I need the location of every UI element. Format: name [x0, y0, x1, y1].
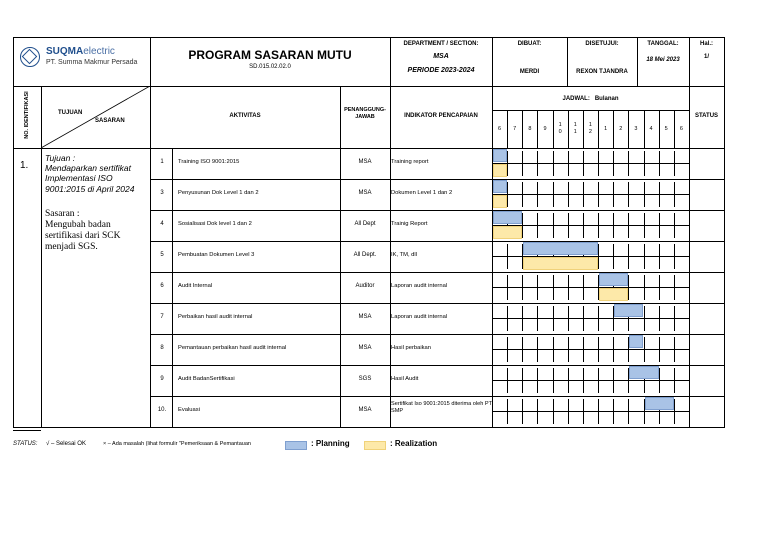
- legend-issue: × – Ada masalah (lihat formulir "Pemeriksaan & Pemantauan: [103, 441, 251, 447]
- row-divider: [150, 272, 724, 273]
- realization-bar: [493, 195, 507, 208]
- sasaran-line: menjadi SGS.: [45, 241, 98, 252]
- company-name: PT. Summa Makmur Persada: [46, 59, 138, 66]
- table-border: [13, 37, 724, 38]
- activity-text: Sosialisasi Dok level 1 dan 2: [178, 221, 252, 227]
- jadwal-header: JADWAL: Bulanan: [562, 96, 619, 102]
- planning-bar: [629, 335, 643, 348]
- approved-by-label: DISETUJUI:: [585, 41, 619, 47]
- indicator-text: IK, TM, dll: [391, 252, 417, 258]
- pj-text: All Dept.: [353, 252, 377, 258]
- page-value: 1/: [703, 54, 709, 60]
- planning-bar: [645, 397, 674, 410]
- sasaran-header: SASARAN: [95, 118, 125, 124]
- company-logo-icon: [20, 47, 40, 67]
- date-value: 18 Mei 2023: [646, 57, 680, 63]
- goal-number: 1.: [20, 160, 29, 171]
- row-number: 9: [160, 376, 164, 382]
- row-number: 1: [160, 159, 164, 165]
- indicator-text: Hasil perbaikan: [391, 345, 431, 351]
- schedule-midline: [492, 163, 689, 164]
- row-number: 7: [160, 314, 164, 320]
- status-header: STATUS: [694, 113, 719, 119]
- tujuan-line: Mendaparkan sertifikat: [45, 163, 131, 174]
- planning-bar: [629, 366, 658, 379]
- document-code: SD.015.02.02.0: [249, 64, 291, 70]
- planning-bar: [493, 211, 522, 224]
- aktivitas-header: AKTIVITAS: [229, 113, 261, 119]
- legend-status-label: STATUS:: [13, 441, 38, 447]
- pj-text: MSA: [358, 407, 372, 413]
- schedule-midline: [492, 287, 689, 288]
- activity-text: Penyusunan Dok Level 1 dan 2: [178, 190, 259, 196]
- page-label: Hal.:: [699, 41, 713, 47]
- indicator-text: Laporan audit internal: [391, 283, 448, 289]
- sasaran-line: sertifikasi dari SCK: [45, 230, 121, 241]
- made-by-label: DIBUAT:: [517, 41, 542, 47]
- table-border: [13, 427, 724, 428]
- activity-text: Audit BadanSertifikasi: [178, 376, 235, 382]
- activity-text: Pembuatan Dokumen Level 3: [178, 252, 255, 258]
- grid-line: [172, 148, 173, 427]
- activity-text: Perbaikan hasil audit internal: [178, 314, 253, 320]
- month-header: 9: [543, 126, 547, 132]
- schedule-midline: [492, 411, 689, 412]
- row-number: 5: [160, 252, 164, 258]
- indicator-text: Laporan audit internal: [391, 314, 448, 320]
- logo-brand: SUQMAelectric: [46, 46, 115, 57]
- indicator-text: Training report: [391, 159, 429, 165]
- month-header: 1 0: [558, 122, 562, 136]
- planning-bar: [614, 304, 643, 317]
- pj-text: MSA: [358, 159, 372, 165]
- planning-bar: [493, 180, 507, 193]
- month-header: 1 2: [588, 122, 592, 136]
- approved-by-value: REXON TJANDRA: [576, 69, 628, 75]
- activity-text: Audit Internal: [178, 283, 213, 289]
- made-by-value: MERDI: [519, 69, 540, 75]
- document-title: PROGRAM SASARAN MUTU: [188, 48, 352, 62]
- sasaran-label: Sasaran :: [45, 209, 80, 219]
- row-divider: [150, 210, 724, 211]
- pj-text: SGS: [358, 376, 372, 382]
- date-label: TANGGAL:: [647, 41, 679, 47]
- month-header: 1 1: [573, 122, 577, 136]
- tujuan-header: TUJUAN: [58, 110, 83, 116]
- indicator-text: Trainig Report: [391, 221, 428, 227]
- legend-ok: √ – Selesai OK: [46, 441, 86, 447]
- goal-sasaran: [45, 209, 149, 253]
- row-divider: [150, 179, 724, 180]
- indicator-text: Sertifikat Iso 9001:2015 diterima oleh PT SMP: [391, 401, 492, 414]
- department-label: DEPARTMENT / SECTION:: [403, 41, 479, 47]
- month-header: 4: [649, 126, 653, 132]
- realization-bar: [493, 226, 522, 239]
- month-header: 3: [634, 126, 638, 132]
- row-number: 8: [160, 345, 164, 351]
- month-header: 2: [619, 126, 623, 132]
- activity-text: Evaluasi: [178, 407, 200, 413]
- table-border: [13, 430, 41, 431]
- month-header: 6: [679, 126, 683, 132]
- row-divider: [150, 241, 724, 242]
- grid-line: [689, 86, 690, 427]
- period-text: PERIODE 2023-2024: [407, 67, 475, 74]
- legend-planning: : Planning: [311, 439, 350, 448]
- row-number: 10.: [157, 407, 167, 413]
- month-header: 7: [513, 126, 517, 132]
- realization-bar: [523, 257, 598, 270]
- table-border: [724, 37, 725, 428]
- indikator-header: INDIKATOR PENCAPAIAN: [404, 113, 478, 119]
- pj-header: PENANGGUNG-JAWAB: [344, 107, 386, 120]
- indicator-text: Dokumen Level 1 dan 2: [391, 190, 453, 196]
- pj-text: MSA: [358, 190, 372, 196]
- month-header: 1: [604, 126, 608, 132]
- planning-bar: [523, 242, 598, 255]
- id-column-header: NO. IDENTIFIKASI: [23, 91, 30, 139]
- indicator-text: Hasil Audit: [391, 376, 419, 382]
- tujuan-line: Implementasi ISO: [45, 173, 113, 184]
- schedule-midline: [492, 194, 689, 195]
- pj-text: MSA: [358, 314, 372, 320]
- realization-bar: [599, 288, 628, 301]
- goal-tujuan: [45, 153, 149, 194]
- row-divider: [150, 396, 724, 397]
- tujuan-label: Tujuan :: [45, 153, 76, 163]
- legend-realization: : Realization: [390, 439, 438, 448]
- row-number: 3: [160, 190, 164, 196]
- department-value: MSA: [433, 53, 449, 60]
- month-header: 8: [528, 126, 532, 132]
- month-header: 5: [664, 126, 668, 132]
- legend-planning-swatch: [285, 441, 307, 450]
- planning-bar: [493, 149, 507, 162]
- grid-line: [13, 148, 724, 149]
- planning-bar: [599, 273, 628, 286]
- pj-text: All Dept: [354, 221, 376, 227]
- activity-text: Training ISO 9001:2015: [178, 159, 240, 165]
- pj-text: MSA: [358, 345, 372, 351]
- realization-bar: [493, 164, 507, 177]
- row-number: 4: [160, 221, 164, 227]
- sasaran-line: Mengubah badan: [45, 219, 111, 230]
- schedule-midline: [492, 349, 689, 350]
- tujuan-line: 9001:2015 di April 2024: [45, 183, 135, 194]
- pj-text: Auditor: [355, 283, 375, 289]
- activity-text: Pemantauan perbaikan hasil audit internal: [178, 345, 287, 351]
- schedule-midline: [492, 380, 689, 381]
- schedule-midline: [492, 318, 689, 319]
- legend-realization-swatch: [364, 441, 386, 450]
- row-number: 6: [160, 283, 164, 289]
- tujuan-sasaran-diagonal: [41, 86, 151, 148]
- month-header: 6: [498, 126, 502, 132]
